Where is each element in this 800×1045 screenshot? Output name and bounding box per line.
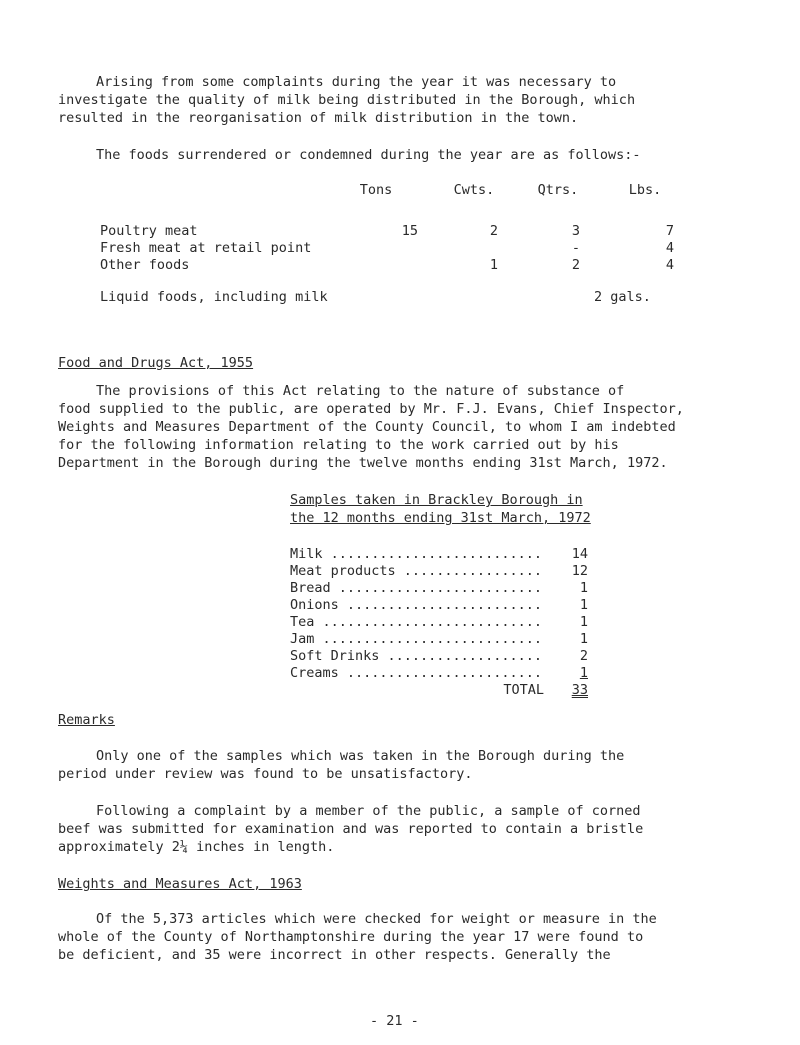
sample-row (290, 613, 588, 630)
sample-label: Soft Drinks ................... (290, 647, 542, 664)
weights-line: be deficient, and 35 were incorrect in other respects. Generally the (58, 947, 611, 963)
remarks-heading: Remarks (58, 712, 115, 728)
food-lbs: 4 (665, 256, 674, 273)
food-tons: 15 (401, 222, 418, 239)
food-cwts: 1 (489, 256, 498, 273)
col-lbs: Lbs. (628, 181, 662, 198)
sample-count: 1 (579, 596, 588, 613)
page-number: - 21 - (370, 1013, 419, 1029)
samples-table (290, 545, 588, 698)
food-cwts: 2 (489, 222, 498, 239)
sample-count: 1 (579, 630, 588, 647)
food-lbs: 4 (665, 239, 674, 256)
sample-row (290, 664, 588, 681)
food-tons (320, 256, 432, 273)
sample-row (290, 630, 588, 647)
total-value: 33 (571, 681, 588, 698)
sample-count: 12 (571, 562, 588, 579)
foods-table (100, 181, 690, 273)
remarks-line: Only one of the samples which was taken in the Borough during the (96, 748, 625, 764)
sample-row (290, 562, 588, 579)
remarks-line: period under review was found to be unsatisfactory. (58, 766, 473, 782)
food-drugs-line: for the following information relating to the work carried out by his (58, 437, 619, 453)
food-label: Poultry meat (100, 222, 198, 239)
sample-count: 14 (571, 545, 588, 562)
section-heading-weights: Weights and Measures Act, 1963 (58, 876, 302, 892)
remarks-line: approximately 2¼ inches in length. (58, 839, 335, 855)
food-lbs: 7 (665, 222, 674, 239)
food-label: Fresh meat at retail point (100, 239, 312, 256)
food-drugs-line: Weights and Measures Department of the County Council, to whom I am indebted (58, 419, 676, 435)
food-drugs-line: food supplied to the public, are operated by Mr. F.J. Evans, Chief Inspector, (58, 401, 684, 417)
liquid-foods-label: Liquid foods, including milk (100, 289, 328, 305)
weights-line: Of the 5,373 articles which were checked for weight or measure in the (96, 911, 657, 927)
sample-label: Jam ........................... (290, 630, 542, 647)
sample-label: Milk .......................... (290, 545, 542, 562)
food-drugs-line: The provisions of this Act relating to the nature of substance of (96, 383, 625, 399)
total-label: TOTAL (503, 681, 544, 698)
weights-line: whole of the County of Northamptonshire during the year 17 were found to (58, 929, 644, 945)
sample-label: Creams ........................ (290, 664, 542, 681)
intro-line: investigate the quality of milk being distributed in the Borough, which (58, 92, 636, 108)
remarks-line: beef was submitted for examination and was reported to contain a bristle (58, 821, 644, 837)
food-cwts (432, 239, 516, 256)
sample-label: Onions ........................ (290, 596, 542, 613)
sample-row (290, 579, 588, 596)
food-qtrs: - (571, 239, 580, 256)
foods-row (100, 256, 690, 273)
sample-label: Bread ......................... (290, 579, 542, 596)
foods-row (100, 239, 690, 256)
food-drugs-line: Department in the Borough during the twelve months ending 31st March, 1972. (58, 455, 668, 471)
sample-count: 1 (579, 664, 588, 681)
food-tons (320, 239, 432, 256)
col-tons: Tons (359, 181, 393, 198)
sample-row (290, 596, 588, 613)
sample-label: Meat products ................. (290, 562, 542, 579)
remarks-line: Following a complaint by a member of the public, a sample of corned (96, 803, 641, 819)
sample-total-row (290, 681, 588, 698)
col-cwts: Cwts. (453, 181, 495, 198)
food-label: Other foods (100, 256, 190, 273)
foods-header-row (100, 181, 690, 198)
foods-intro: The foods surrendered or condemned during the year are as follows:- (96, 147, 641, 163)
food-qtrs: 2 (571, 256, 580, 273)
sample-count: 1 (579, 579, 588, 596)
sample-label: Tea ........................... (290, 613, 542, 630)
sample-row (290, 647, 588, 664)
food-qtrs: 3 (571, 222, 580, 239)
sample-row (290, 545, 588, 562)
intro-line: resulted in the reorganisation of milk distribution in the town. (58, 110, 579, 126)
col-qtrs: Qtrs. (537, 181, 579, 198)
section-heading-food-drugs: Food and Drugs Act, 1955 (58, 355, 254, 371)
samples-heading: the 12 months ending 31st March, 1972 (290, 510, 591, 526)
foods-row (100, 222, 690, 239)
intro-line: Arising from some complaints during the year it was necessary to (96, 74, 617, 90)
sample-count: 2 (579, 647, 588, 664)
sample-count: 1 (579, 613, 588, 630)
liquid-foods-value: 2 gals. (594, 289, 651, 305)
samples-heading: Samples taken in Brackley Borough in (290, 492, 583, 508)
